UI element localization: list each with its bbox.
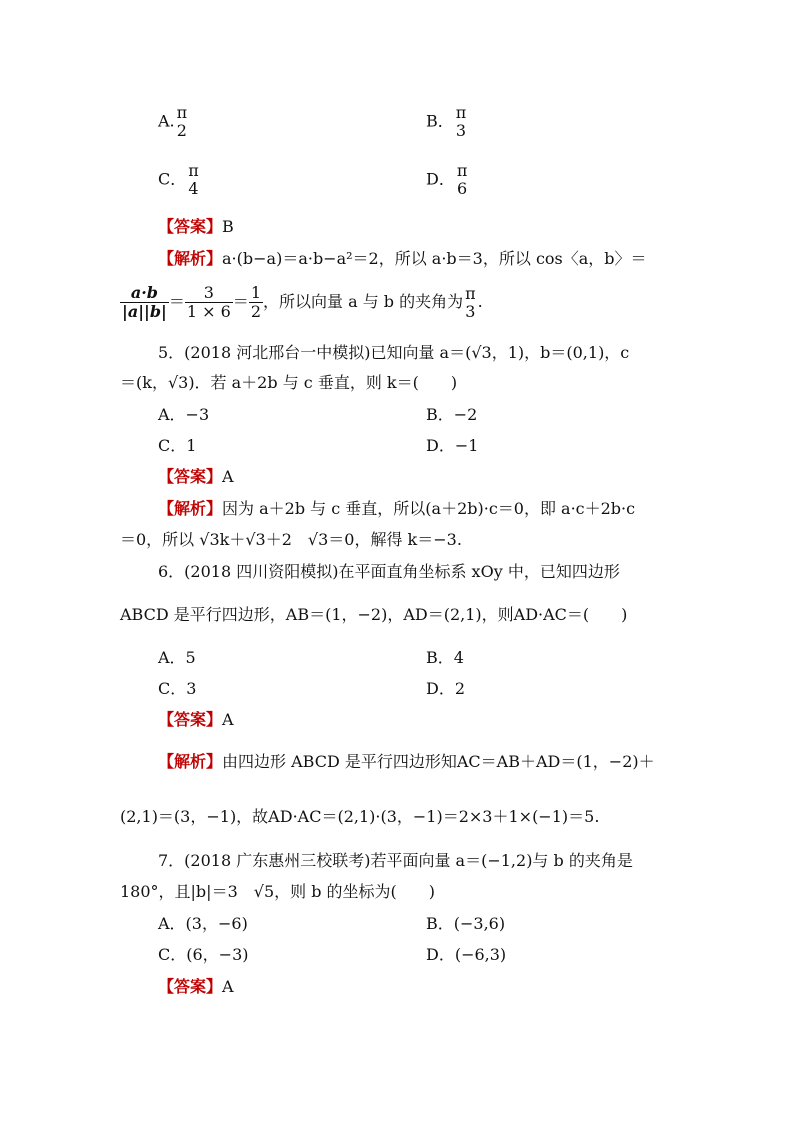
fraction xyxy=(463,285,478,321)
option-label: D． xyxy=(426,169,455,189)
fraction xyxy=(455,162,470,198)
denominator: 6 xyxy=(457,179,468,198)
q6-stem-line2: ABCD 是平行四边形，AB＝(1，−2)，AD＝(2,1)，则AD·AC＝( ) xyxy=(120,605,628,624)
q4-answer xyxy=(158,216,234,238)
q4-analysis-line2 xyxy=(120,284,483,321)
numerator: 1 xyxy=(250,283,261,302)
denominator: 1 × 6 xyxy=(186,302,231,321)
numerator: π xyxy=(188,161,199,180)
numerator: 3 xyxy=(185,284,233,303)
analysis-tag: 【解析】 xyxy=(158,499,223,518)
fraction xyxy=(185,284,233,321)
fraction xyxy=(120,284,169,321)
answer-tag: 【答案】 xyxy=(158,710,223,729)
equals: ＝ xyxy=(232,292,249,311)
option-label: C． xyxy=(158,169,187,189)
q7-answer xyxy=(158,976,234,998)
answer-tag: 【答案】 xyxy=(158,467,223,486)
analysis-tag: 【解析】 xyxy=(158,752,223,771)
option-label: B． xyxy=(426,111,454,131)
denominator: 3 xyxy=(455,121,467,140)
period: . xyxy=(477,292,483,311)
numerator: π xyxy=(455,103,467,122)
q4-option-c xyxy=(158,162,201,198)
numerator: π xyxy=(465,283,476,303)
analysis-text: ，所以向量 a 与 b 的夹角为 xyxy=(263,292,464,311)
option-label: A. xyxy=(158,111,175,131)
analysis-text: 由四边形 ABCD 是平行四边形知AC＝AB＋AD＝(1，−2)＋ xyxy=(222,752,655,771)
denominator: |a||b| xyxy=(122,302,167,321)
q5-stem-line2: ＝(k，√3)．若 a＋2b 与 c 垂直，则 k＝( ) xyxy=(120,373,458,392)
q6-option-c: C．3 xyxy=(158,679,197,698)
q6-analysis-line2: (2,1)＝(3，−1)，故AD·AC＝(2,1)·(3，−1)＝2×3＋1×(−1)＝5. xyxy=(120,807,600,826)
q5-option-c: C．1 xyxy=(158,436,197,455)
q5-answer xyxy=(158,466,234,488)
answer-value: A xyxy=(222,467,234,486)
q6-answer xyxy=(158,709,234,731)
q7-option-b: B．(−3,6) xyxy=(426,914,506,933)
q6-stem-line1: 6．(2018 四川资阳模拟)在平面直角坐标系 xOy 中，已知四边形 xyxy=(158,562,620,581)
q6-option-d: D．2 xyxy=(426,679,466,698)
denominator: 2 xyxy=(250,302,261,321)
numerator: π xyxy=(456,161,468,180)
q7-stem-line2: 180°，且|b|＝3 √5，则 b 的坐标为( ) xyxy=(120,882,436,901)
q4-option-b xyxy=(426,104,468,140)
q5-option-b: B．−2 xyxy=(426,405,478,424)
q5-analysis-line2: ＝0，所以 √3k＋√3＋2 √3＝0，解得 k＝−3. xyxy=(120,530,462,549)
fraction xyxy=(175,104,190,140)
denominator: 2 xyxy=(176,121,187,140)
numerator: π xyxy=(176,103,188,122)
equals: ＝ xyxy=(168,292,185,311)
q5-option-d: D．−1 xyxy=(426,436,479,455)
q6-option-b: B．4 xyxy=(426,648,464,667)
answer-value: B xyxy=(222,217,234,236)
q7-option-a: A．(3，−6) xyxy=(158,914,248,933)
q5-option-a: A．−3 xyxy=(158,405,210,424)
denominator: 4 xyxy=(188,179,199,198)
numerator: a·b xyxy=(120,284,169,303)
answer-tag: 【答案】 xyxy=(158,217,223,236)
analysis-tag: 【解析】 xyxy=(158,249,223,268)
fraction xyxy=(454,104,469,140)
q4-option-d xyxy=(426,162,469,198)
analysis-text: a·(b−a)＝a·b−a²＝2，所以 a·b＝3，所以 cos〈a，b〉＝ xyxy=(222,249,647,268)
q5-stem-line1: 5．(2018 河北邢台一中模拟)已知向量 a＝(√3，1)，b＝(0,1)，c xyxy=(158,343,630,362)
q4-analysis-line1 xyxy=(158,248,647,270)
fraction xyxy=(186,162,201,198)
q5-analysis-line1 xyxy=(158,498,635,520)
q4-option-a xyxy=(158,104,189,140)
q6-option-a: A．5 xyxy=(158,648,196,667)
answer-value: A xyxy=(222,977,234,996)
analysis-text: 因为 a＋2b 与 c 垂直，所以(a＋2b)·c＝0，即 a·c＋2b·c xyxy=(222,499,636,518)
q6-analysis-line1 xyxy=(158,751,655,773)
q7-stem-line1: 7．(2018 广东惠州三校联考)若平面向量 a＝(−1,2)与 b 的夹角是 xyxy=(158,851,633,870)
denominator: 3 xyxy=(465,301,476,321)
q7-option-d: D．(−6,3) xyxy=(426,945,507,964)
answer-tag: 【答案】 xyxy=(158,977,223,996)
q7-option-c: C．(6，−3) xyxy=(158,945,249,964)
fraction xyxy=(249,284,263,321)
answer-value: A xyxy=(222,710,234,729)
